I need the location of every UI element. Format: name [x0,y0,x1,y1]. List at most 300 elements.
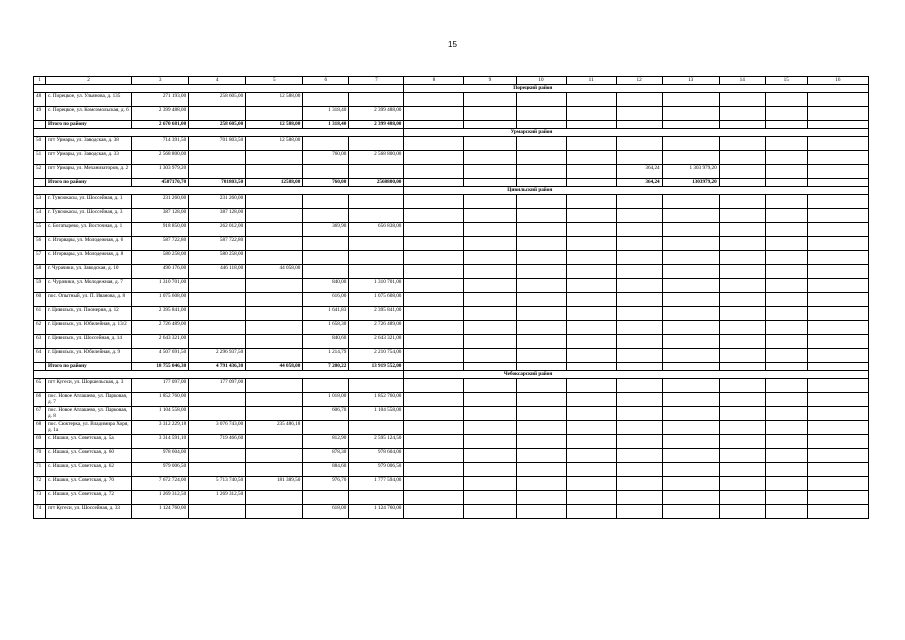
cell-col5 [246,393,303,407]
cell-col13 [662,449,719,463]
table-row [34,335,869,349]
cell-col16 [807,421,868,435]
cell-col15 [765,137,807,151]
cell-col7 [349,491,404,505]
table-row [34,407,869,421]
cell-col4 [189,293,246,307]
cell-col11 [566,363,616,371]
cell-col9 [464,265,516,279]
row-address: пгт Урмары, ул. Заводская, д. 38 [46,137,132,151]
total-spacer [34,179,46,187]
table-row [34,93,869,107]
table-row [34,321,869,335]
cell-col6: 1 318,40 [303,107,349,121]
table-row [34,449,869,463]
column-number-cell: 14 [719,77,765,85]
total-spacer [34,363,46,371]
cell-col6: 840,00 [303,279,349,293]
cell-col8 [404,195,464,209]
total-row [34,121,869,129]
cell-col12 [616,137,662,151]
cell-col4: 5 713 740,50 [189,477,246,491]
cell-col16 [807,491,868,505]
cell-col8 [404,393,464,407]
cell-col8 [404,279,464,293]
cell-col11 [566,293,616,307]
cell-col8 [404,407,464,421]
cell-col7: 2 643 321,00 [349,335,404,349]
cell-col16 [807,449,868,463]
cell-col11 [566,463,616,477]
cell-col10 [516,251,566,265]
cell-col11 [566,421,616,435]
cell-col15 [765,307,807,321]
cell-col15 [765,505,807,519]
cell-col11 [566,93,616,107]
cell-col4 [189,165,246,179]
cell-col3: 978 604,00 [132,449,189,463]
cell-col15 [765,223,807,237]
cell-col3: 271 193,00 [132,93,189,107]
table-body [34,77,869,519]
cell-col15 [765,121,807,129]
cell-col3: 4587170,70 [132,179,189,187]
cell-col9 [464,93,516,107]
cell-col5: 12 588,00 [246,121,303,129]
cell-col7 [349,93,404,107]
cell-col12 [616,407,662,421]
cell-col9 [464,279,516,293]
cell-col15 [765,151,807,165]
table-row [34,379,869,393]
cell-col13 [662,237,719,251]
cell-col13 [662,265,719,279]
table-row [34,151,869,165]
region-title: Урмарский район [510,129,553,135]
table-row [34,421,869,435]
cell-col12 [616,505,662,519]
cell-col7 [349,237,404,251]
cell-col9 [464,449,516,463]
cell-col3: 1 104 558,00 [132,407,189,421]
cell-col12 [616,335,662,349]
cell-col4 [189,463,246,477]
total-label: Итого по району [46,121,132,129]
column-number-cell: 9 [464,77,516,85]
cell-col8 [404,449,464,463]
cell-col9 [464,251,516,265]
row-address: пос. Сюктерка, ул. Владимира Хоря, д. 1а [46,421,132,435]
cell-col9 [464,223,516,237]
table-row [34,223,869,237]
cell-col4: 587 722,80 [189,237,246,251]
cell-col3: 387 128,00 [132,209,189,223]
cell-col11 [566,265,616,279]
region-spacer [34,187,404,195]
cell-col14 [719,307,765,321]
cell-col13 [662,379,719,393]
cell-col16 [807,307,868,321]
cell-col6: 812,90 [303,435,349,449]
column-number-cell: 2 [46,77,132,85]
row-number: 67 [34,407,46,421]
cell-col12 [616,195,662,209]
cell-col16 [807,335,868,349]
cell-col10 [516,237,566,251]
cell-col7: 1 310 701,00 [349,279,404,293]
cell-col7: 2 210 754,00 [349,349,404,363]
cell-col9 [464,179,516,187]
cell-col11 [566,237,616,251]
cell-col8 [404,121,464,129]
cell-col15 [765,363,807,371]
cell-col15 [765,195,807,209]
cell-col4 [189,505,246,519]
cell-col9 [464,137,516,151]
cell-col10 [516,93,566,107]
total-row [34,179,869,187]
cell-col14 [719,265,765,279]
cell-col4 [189,393,246,407]
cell-col9 [464,151,516,165]
cell-col5 [246,321,303,335]
cell-col12 [616,477,662,491]
cell-col11 [566,179,616,187]
cell-col14 [719,421,765,435]
cell-col4: 262 012,00 [189,223,246,237]
cell-col12 [616,435,662,449]
cell-col14 [719,435,765,449]
row-address: с. Ишаки, ул. Советская, д. 5а [46,435,132,449]
row-number: 66 [34,393,46,407]
cell-col4: 1 269 312,50 [189,491,246,505]
cell-col5 [246,307,303,321]
cell-col6: 760,00 [303,151,349,165]
row-number: 68 [34,421,46,435]
table-row [34,137,869,151]
cell-col3: 2 395 841,00 [132,307,189,321]
cell-col5: 12 588,00 [246,137,303,151]
row-address: пгт Урмары, ул. Заводская, д. 33 [46,151,132,165]
cell-col12 [616,491,662,505]
cell-col10 [516,393,566,407]
cell-col8 [404,223,464,237]
cell-col13 [662,209,719,223]
cell-col4: 446 118,00 [189,265,246,279]
cell-col3: 580 258,00 [132,251,189,265]
cell-col3: 1 852 760,00 [132,393,189,407]
column-number-cell: 4 [189,77,246,85]
cell-col15 [765,349,807,363]
row-address: с. Богатырево, ул. Восточная, д. 1 [46,223,132,237]
cell-col11 [566,279,616,293]
cell-col12 [616,321,662,335]
cell-col6: 760,00 [303,179,349,187]
cell-col11 [566,151,616,165]
cell-col4: 258 605,00 [189,93,246,107]
cell-col3: 1 310 701,00 [132,279,189,293]
cell-col13 [662,393,719,407]
cell-col14 [719,279,765,293]
row-number: 56 [34,237,46,251]
cell-col15 [765,265,807,279]
cell-col15 [765,335,807,349]
cell-col11 [566,491,616,505]
cell-col14 [719,179,765,187]
row-address: с. Порецкое, ул. Ульянова, д. 135 [46,93,132,107]
cell-col3: 231 260,00 [132,195,189,209]
cell-col15 [765,407,807,421]
cell-col7: 2 399 488,00 [349,107,404,121]
row-address: с. Ишаки, ул. Советская, д. 62 [46,463,132,477]
cell-col10 [516,209,566,223]
cell-col6: 1 318,40 [303,121,349,129]
table-row [34,505,869,519]
row-address: г. Цивильск, ул. Юбилейная, д. 13/2 [46,321,132,335]
cell-col11 [566,107,616,121]
cell-col13 [662,421,719,435]
cell-col14 [719,93,765,107]
cell-col5 [246,435,303,449]
cell-col7: 1 852 760,00 [349,393,404,407]
cell-col11 [566,505,616,519]
cell-col10 [516,407,566,421]
cell-col6: 1 214,79 [303,349,349,363]
cell-col5: 12 588,00 [246,93,303,107]
cell-col16 [807,121,868,129]
region-title-cell [404,129,869,137]
cell-col4 [189,335,246,349]
cell-col6: 1 658,30 [303,321,349,335]
row-address: г. Тувсюкасы, ул. Шоссейная, д. 1 [46,195,132,209]
cell-col5 [246,349,303,363]
cell-col10 [516,379,566,393]
column-number-cell: 1 [34,77,46,85]
row-address: с. Игорвары, ул. Молодежная, д. 6 [46,237,132,251]
row-address: пгт Кугеси, ул. Шоршельская, д. 3 [46,379,132,393]
cell-col8 [404,265,464,279]
cell-col12 [616,279,662,293]
row-number: 51 [34,151,46,165]
cell-col13 [662,223,719,237]
row-address: пос. Новое Атлашево, ул. Парковая, д. 8 [46,407,132,421]
cell-col4 [189,407,246,421]
cell-col14 [719,505,765,519]
cell-col12 [616,293,662,307]
cell-col16 [807,293,868,307]
cell-col10 [516,307,566,321]
cell-col16 [807,393,868,407]
cell-col11 [566,435,616,449]
cell-col4: 4 791 436,30 [189,363,246,371]
cell-col5 [246,223,303,237]
cell-col7: 978 604,00 [349,449,404,463]
cell-col10 [516,265,566,279]
cell-col11 [566,137,616,151]
cell-col8 [404,251,464,265]
cell-col13 [662,293,719,307]
cell-col10 [516,165,566,179]
row-address: пос. Опытный, ул. П. Иванова, д. 8 [46,293,132,307]
cell-col13 [662,137,719,151]
cell-col3: 2 726 489,00 [132,321,189,335]
cell-col3: 1 303 979,20 [132,165,189,179]
cell-col16 [807,93,868,107]
cell-col14 [719,209,765,223]
cell-col10 [516,279,566,293]
cell-col10 [516,223,566,237]
cell-col10 [516,435,566,449]
region-row [34,371,869,379]
cell-col10 [516,449,566,463]
row-address: пос. Новое Атлашево, ул. Парковая, д. 7 [46,393,132,407]
cell-col4: 231 260,00 [189,195,246,209]
cell-col7: 2 726 489,00 [349,321,404,335]
cell-col14 [719,251,765,265]
cell-col5 [246,107,303,121]
cell-col9 [464,463,516,477]
column-number-cell: 11 [566,77,616,85]
cell-col6 [303,379,349,393]
cell-col7: 1 124 760,00 [349,505,404,519]
cell-col13 [662,477,719,491]
row-address: г. Цивильск, ул. Пионерия, д. 12 [46,307,132,321]
cell-col8 [404,463,464,477]
cell-col6 [303,421,349,435]
cell-col13: 1303979,20 [662,179,719,187]
cell-col10 [516,421,566,435]
cell-col13 [662,321,719,335]
cell-col10 [516,121,566,129]
cell-col10 [516,151,566,165]
page-number: 15 [448,40,457,49]
row-number: 57 [34,251,46,265]
cell-col4 [189,321,246,335]
cell-col15 [765,491,807,505]
cell-col6: 7 200,22 [303,363,349,371]
cell-col13 [662,407,719,421]
cell-col12 [616,449,662,463]
table-row [34,209,869,223]
cell-col14 [719,165,765,179]
cell-col9 [464,209,516,223]
table-row [34,293,869,307]
cell-col16 [807,237,868,251]
cell-col14 [719,237,765,251]
cell-col8 [404,435,464,449]
cell-col13 [662,121,719,129]
cell-col12 [616,209,662,223]
cell-col9 [464,379,516,393]
cell-col15 [765,321,807,335]
cell-col16 [807,477,868,491]
cell-col7: 2 395 841,00 [349,307,404,321]
cell-col5 [246,449,303,463]
cell-col5 [246,209,303,223]
cell-col16 [807,137,868,151]
cell-col6 [303,93,349,107]
cell-col14 [719,477,765,491]
cell-col16 [807,363,868,371]
row-address: г. Чурачики, ул. Заводская, д. 10 [46,265,132,279]
row-address: с. Ишаки, ул. Советская, д. 70 [46,477,132,491]
cell-col10 [516,195,566,209]
cell-col6 [303,491,349,505]
cell-col15 [765,293,807,307]
cell-col14 [719,363,765,371]
cell-col4: 177 097,00 [189,379,246,393]
cell-col3: 714 391,50 [132,137,189,151]
row-number: 49 [34,107,46,121]
cell-col15 [765,165,807,179]
row-number: 72 [34,477,46,491]
cell-col3: 3 312 229,18 [132,421,189,435]
cell-col11 [566,121,616,129]
cell-col7 [349,137,404,151]
cell-col14 [719,321,765,335]
cell-col14 [719,335,765,349]
cell-col6: 606,70 [303,407,349,421]
cell-col5 [246,293,303,307]
budget-table [33,76,869,519]
row-address: пгт Кугеси, ул. Шоссейная, д. 33 [46,505,132,519]
cell-col11 [566,477,616,491]
cell-col7: 2 568 800,00 [349,151,404,165]
cell-col10 [516,349,566,363]
cell-col16 [807,349,868,363]
cell-col3: 4 507 691,50 [132,349,189,363]
cell-col16 [807,151,868,165]
cell-col4 [189,107,246,121]
cell-col13 [662,307,719,321]
cell-col8 [404,237,464,251]
cell-col9 [464,335,516,349]
cell-col16 [807,107,868,121]
table-row [34,107,869,121]
cell-col15 [765,435,807,449]
cell-col8 [404,363,464,371]
cell-col8 [404,137,464,151]
cell-col3: 2 643 321,00 [132,335,189,349]
cell-col5 [246,237,303,251]
cell-col8 [404,349,464,363]
cell-col15 [765,477,807,491]
row-address: с. Ишаки, ул. Советская, д. 60 [46,449,132,463]
cell-col5 [246,491,303,505]
cell-col11 [566,449,616,463]
table-row [34,393,869,407]
column-number-cell: 3 [132,77,189,85]
cell-col16 [807,463,868,477]
cell-col13 [662,279,719,293]
row-number: 48 [34,93,46,107]
table-row [34,251,869,265]
cell-col14 [719,349,765,363]
cell-col3: 1 269 312,50 [132,491,189,505]
cell-col9 [464,349,516,363]
table-row [34,195,869,209]
cell-col3: 1 124 760,00 [132,505,189,519]
cell-col10 [516,335,566,349]
row-address: с. Игорвары, ул. Молодежная, д. 8 [46,251,132,265]
cell-col6 [303,195,349,209]
cell-col6 [303,209,349,223]
cell-col5: 44 058,00 [246,363,303,371]
cell-col12 [616,93,662,107]
table-row [34,237,869,251]
cell-col5 [246,251,303,265]
cell-col11 [566,165,616,179]
